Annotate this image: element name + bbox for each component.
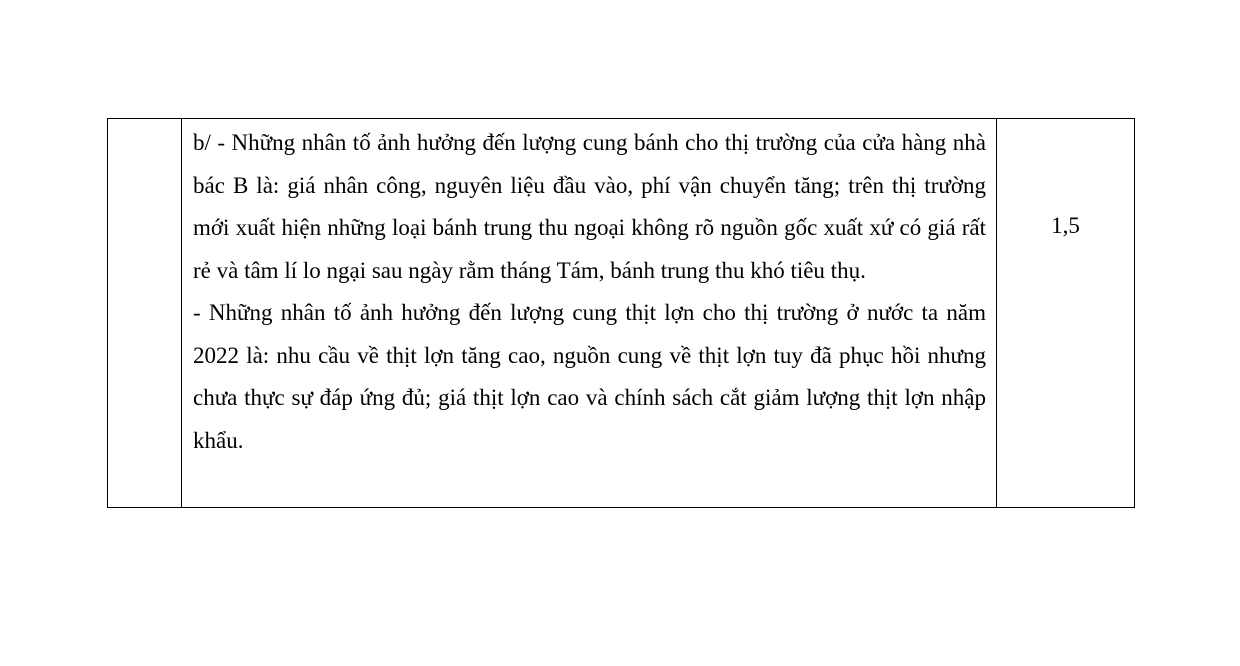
table-row — [108, 119, 1135, 508]
score-cell — [997, 119, 1135, 508]
index-cell — [108, 119, 182, 508]
answer-paragraph-factors-bakery: b/ - Những nhân tố ảnh hưởng đến lượng cung bánh cho thị trường của cửa hàng nhà bác B là: giá nhân công, nguyên liệu đầu vào, phí vận chuyển tăng; trên thị trường mới xuất hiện những loại bánh trung thu ngoại không rõ nguồn gốc xuất xứ có giá rất rẻ và tâm lí lo ngại sau ngày rằm tháng Tám, bánh trung thu khó tiêu thụ. — [193, 130, 986, 283]
answer-paragraph-factors-pork: - Những nhân tố ảnh hưởng đến lượng cung thịt lợn cho thị trường ở nước ta năm 2022 là: nhu cầu về thịt lợn tăng cao, nguồn cung về thịt lợn tuy đã phục hồi nhưng chưa thực sự đáp ứng đủ; giá thịt lợn cao và chính sách cắt giảm lượng thịt lợn nhập khẩu. — [193, 300, 986, 453]
score-value: 1,5 — [1051, 213, 1080, 238]
content-cell — [182, 119, 997, 508]
answer-table — [107, 118, 1135, 508]
